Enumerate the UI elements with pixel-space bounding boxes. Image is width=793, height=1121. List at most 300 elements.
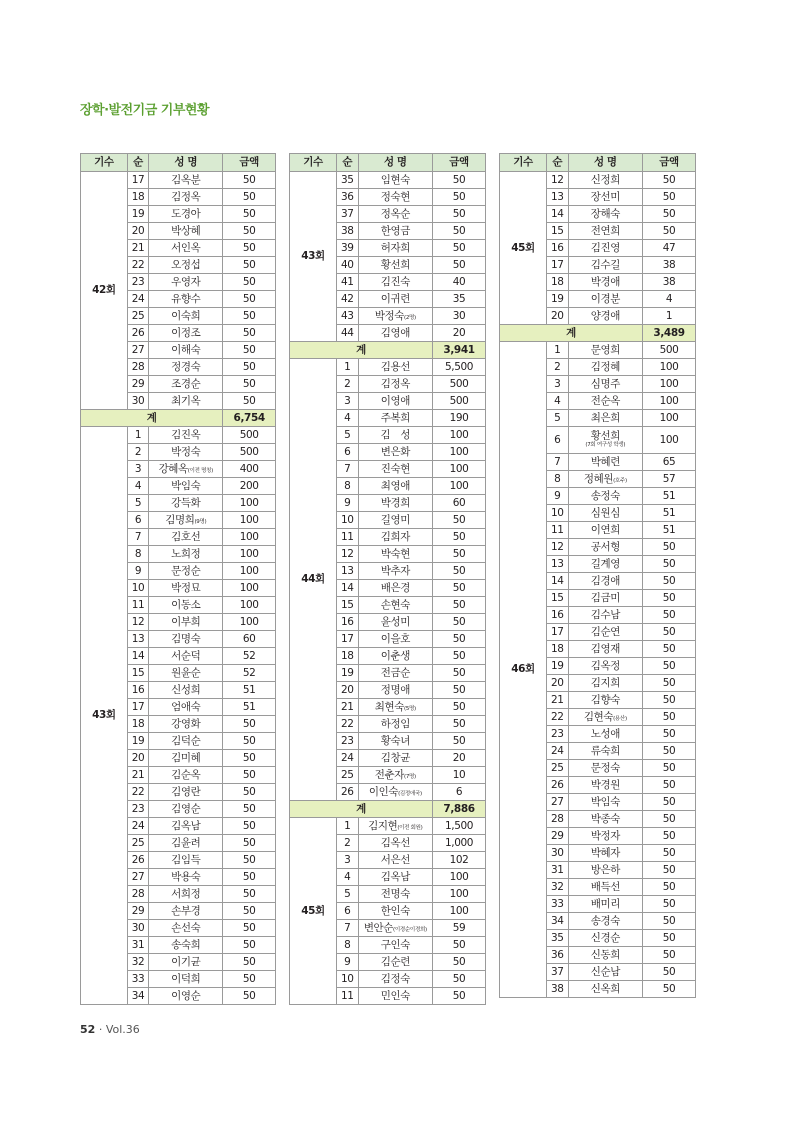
donor-name-cell [358,733,432,750]
donor-name-cell [568,964,642,981]
donor-name-cell [358,869,432,886]
donation-table-right [499,153,696,998]
row-number: 12 [547,539,569,556]
donor-name-cell [568,709,642,726]
row-number: 36 [547,947,569,964]
donor-name-cell [149,223,223,240]
donor-name-cell [358,529,432,546]
donor-name: 김경애 [590,574,620,587]
row-number: 34 [127,988,148,1005]
donor-name: 박상혜 [171,224,201,237]
donor-name-cell [358,886,432,903]
donation-amount: 6 [433,784,486,801]
donation-amount: 50 [223,291,276,308]
donation-amount: 50 [223,750,276,767]
donation-amount: 10 [433,767,486,784]
donor-name: 김 성 [380,428,411,441]
row-number: 3 [547,376,569,393]
donor-name: 김금미 [590,591,620,604]
donor-name: 김수남 [590,608,620,621]
donation-amount: 57 [643,471,696,488]
row-number: 24 [547,743,569,760]
donation-amount: 50 [643,675,696,692]
row-number: 11 [547,522,569,539]
donor-name: 문정순 [171,564,201,577]
donor-name: 하정임 [380,717,410,730]
row-number: 8 [337,937,359,954]
donor-name-cell [568,692,642,709]
row-number: 9 [547,488,569,505]
donor-name: 황선희 [590,430,620,443]
donation-amount: 52 [223,648,276,665]
donation-amount: 51 [223,682,276,699]
donor-name: 정혜원 [583,472,614,485]
donor-name: 박종숙 [590,812,620,825]
total-amount: 3,941 [433,342,486,359]
donor-name: 이인숙 [368,785,399,798]
table-row [81,427,276,444]
row-number: 18 [547,641,569,658]
donor-name-cell [568,539,642,556]
donor-name-cell [149,597,223,614]
donation-amount: 100 [223,580,276,597]
donor-name: 김윤려 [171,836,201,849]
issue-label: Vol.36 [105,1023,140,1036]
row-number: 33 [127,971,148,988]
donor-name: 우영자 [171,275,201,288]
column-header: 순 [127,154,148,172]
row-number: 7 [337,920,359,937]
donation-table-left [80,153,276,1005]
donor-name: 허자희 [380,241,410,254]
donor-name: 원윤순 [171,666,201,679]
column-header: 기수 [500,154,547,172]
donation-amount: 50 [643,777,696,794]
donation-amount: 100 [223,546,276,563]
row-number: 20 [547,675,569,692]
donor-name: 김지희 [590,676,620,689]
donation-amount: 50 [433,665,486,682]
donation-amount: 20 [433,325,486,342]
donor-name: 전명숙 [380,887,410,900]
generation-cell: 45회 [290,818,337,1005]
donor-name-cell [149,699,223,716]
donor-name: 박용숙 [171,870,201,883]
donor-name-cell [568,172,642,189]
donor-name: 신동희 [590,948,620,961]
donor-name: 박정자 [590,829,620,842]
donation-amount: 50 [643,964,696,981]
column-header: 순 [337,154,359,172]
donor-name-cell [568,488,642,505]
row-number: 6 [337,903,359,920]
donor-name: 김명숙 [171,632,201,645]
donor-name-cell [358,665,432,682]
donor-name-cell [358,971,432,988]
total-label: 계 [290,342,433,359]
donation-amount: 50 [643,726,696,743]
table-row [81,172,276,189]
donor-name-cell [358,580,432,597]
row-number: 1 [127,427,148,444]
donor-name: 이경분 [590,292,620,305]
row-number: 30 [127,393,148,410]
donor-name: 양경애 [590,309,620,322]
table-row [290,359,486,376]
generation-cell: 46회 [500,342,547,998]
donor-name: 배은경 [380,581,410,594]
donor-name-cell [568,607,642,624]
donor-name: 서인옥 [171,241,201,254]
donation-amount: 50 [643,641,696,658]
donor-name: 황선희 [380,258,410,271]
donor-name: 이숙희 [171,309,201,322]
donor-name-cell [568,573,642,590]
donor-name: 박정숙 [171,445,201,458]
donation-amount: 50 [433,988,486,1005]
donor-name-cell [358,818,432,835]
donor-name-cell [149,274,223,291]
donor-name: 이춘생 [380,649,410,662]
donation-amount: 500 [643,342,696,359]
donor-name-cell [149,886,223,903]
row-number: 9 [127,563,148,580]
row-number: 36 [337,189,359,206]
donation-amount: 50 [433,682,486,699]
donor-name-cell [149,206,223,223]
row-number: 20 [127,223,148,240]
donor-name-cell [358,444,432,461]
donation-amount: 50 [433,529,486,546]
donation-amount: 51 [643,505,696,522]
row-number: 27 [127,342,148,359]
donation-amount: 50 [223,172,276,189]
donation-amount: 100 [223,563,276,580]
row-number: 34 [547,913,569,930]
donor-note: (호주) [613,477,627,484]
row-number: 17 [127,172,148,189]
row-number: 22 [127,257,148,274]
donor-name: 임현숙 [380,173,410,186]
donor-name: 전금순 [380,666,410,679]
donor-name: 정숙현 [380,190,410,203]
donor-name: 김영재 [590,642,620,655]
donation-amount: 20 [433,750,486,767]
row-number: 5 [127,495,148,512]
donor-name-cell [149,189,223,206]
row-number: 12 [337,546,359,563]
donation-amount: 500 [433,376,486,393]
column-header: 기수 [290,154,337,172]
donor-name-cell [358,852,432,869]
donation-amount: 50 [223,852,276,869]
row-number: 23 [127,274,148,291]
donation-amount: 50 [223,971,276,988]
donation-amount: 50 [643,913,696,930]
donor-name: 전춘자 [374,768,404,781]
donation-amount: 50 [223,716,276,733]
header-row [81,154,276,172]
donor-note: (2명) [403,314,416,321]
donor-name-cell [568,206,642,223]
row-number: 23 [127,801,148,818]
total-label: 계 [290,801,433,818]
donation-amount: 50 [433,206,486,223]
row-number: 2 [127,444,148,461]
row-number: 15 [337,597,359,614]
donation-amount: 100 [643,359,696,376]
donor-name: 박혜자 [590,846,620,859]
donor-name-cell [149,257,223,274]
donor-name: 최기옥 [171,394,201,407]
donation-amount: 50 [643,862,696,879]
donor-name: 엄애숙 [171,700,201,713]
donation-amount: 50 [223,920,276,937]
row-number: 3 [337,393,359,410]
donor-name-cell [568,308,642,325]
donor-name-cell [358,495,432,512]
total-row [81,410,276,427]
row-number: 11 [337,529,359,546]
donor-name: 신경순 [590,931,620,944]
donor-name: 김옥분 [171,173,201,186]
row-number: 28 [547,811,569,828]
donor-name-cell [568,342,642,359]
donor-name: 문영희 [590,343,620,356]
donor-name-cell [358,359,432,376]
donation-amount: 50 [223,308,276,325]
donor-name: 이기균 [171,955,201,968]
donor-name-cell [358,920,432,937]
donor-name: 조경순 [171,377,201,390]
donation-amount: 50 [643,607,696,624]
row-number: 21 [337,699,359,716]
donation-amount: 50 [643,172,696,189]
row-number: 19 [337,665,359,682]
row-number: 31 [547,862,569,879]
donor-name-cell [358,750,432,767]
header-row [500,154,696,172]
donor-name-cell [358,410,432,427]
generation-cell: 43회 [290,172,337,342]
row-number: 15 [547,223,569,240]
donation-amount: 50 [223,869,276,886]
donor-name: 박혜련 [590,455,620,468]
donor-name-cell [568,624,642,641]
row-number: 38 [337,223,359,240]
donation-amount: 59 [433,920,486,937]
row-number: 43 [337,308,359,325]
donor-name-cell [149,903,223,920]
row-number: 13 [547,189,569,206]
donor-name: 이동소 [171,598,201,611]
row-number: 35 [337,172,359,189]
page-number: 52 [80,1023,96,1036]
donation-amount: 100 [433,886,486,903]
donor-name-cell [568,505,642,522]
donor-name: 손선숙 [171,921,201,934]
row-number: 26 [127,325,148,342]
donor-name-cell [149,359,223,376]
row-number: 29 [127,903,148,920]
donor-name-cell [149,342,223,359]
row-number: 7 [547,454,569,471]
row-number: 20 [547,308,569,325]
donor-name: 서은선 [380,853,410,866]
donor-name: 정옥순 [380,207,410,220]
donor-name: 배득선 [590,880,620,893]
donor-name-cell [358,563,432,580]
row-number: 42 [337,291,359,308]
donation-amount: 50 [433,172,486,189]
donor-name: 주복희 [380,411,410,424]
donation-amount: 47 [643,240,696,257]
donation-amount: 40 [433,274,486,291]
donor-name: 김정옥 [171,190,201,203]
donor-name-cell [568,641,642,658]
donor-name-cell [568,257,642,274]
donor-name: 이영애 [380,394,410,407]
donor-name: 전연희 [590,224,620,237]
donor-name: 박임숙 [590,795,620,808]
row-number: 6 [127,512,148,529]
row-number: 30 [127,920,148,937]
donation-amount: 100 [223,495,276,512]
donor-name-cell [149,767,223,784]
donor-name: 박정묘 [171,581,201,594]
donation-amount: 50 [643,206,696,223]
donor-name-cell [149,801,223,818]
donor-name: 송숙희 [171,938,201,951]
donor-name: 공서형 [590,540,620,553]
row-number: 12 [127,614,148,631]
donor-name: 신옥희 [590,982,620,995]
donor-name: 김영애 [380,326,410,339]
donor-name-cell [149,954,223,971]
donor-name: 한인숙 [380,904,410,917]
row-number: 8 [547,471,569,488]
donation-amount: 50 [643,743,696,760]
donation-amount: 50 [643,590,696,607]
donor-name-cell [149,580,223,597]
donation-amount: 50 [433,699,486,716]
row-number: 25 [127,308,148,325]
donor-name: 김순연 [590,625,620,638]
row-number: 28 [127,359,148,376]
donor-name: 신정희 [590,173,620,186]
total-row [290,342,486,359]
donor-name: 최현숙 [374,700,404,713]
donor-name-cell [358,614,432,631]
donor-name: 이정조 [171,326,201,339]
donor-name: 김옥남 [171,819,201,832]
donation-amount: 50 [643,981,696,998]
donor-name: 변은화 [380,445,410,458]
row-number: 1 [337,818,359,835]
donor-name: 신성희 [171,683,201,696]
donation-amount: 65 [643,454,696,471]
generation-cell: 43회 [81,427,128,1005]
donor-name: 김진옥 [171,428,201,441]
donation-amount: 50 [433,614,486,631]
donation-amount: 100 [643,393,696,410]
donor-name-cell [149,750,223,767]
donor-name: 도경아 [171,207,201,220]
donor-name-cell [568,189,642,206]
donor-name: 유향수 [171,292,201,305]
donor-name-cell [149,784,223,801]
row-number: 17 [547,624,569,641]
row-number: 25 [337,767,359,784]
row-number: 3 [127,461,148,478]
donor-name-cell [149,648,223,665]
donation-amount: 50 [223,257,276,274]
donor-name-cell [358,189,432,206]
row-number: 21 [547,692,569,709]
donation-amount: 50 [223,937,276,954]
donation-amount: 50 [433,971,486,988]
donor-name: 강득화 [171,496,201,509]
row-number: 27 [127,869,148,886]
donor-name-cell [358,308,432,325]
row-number: 9 [337,495,359,512]
donation-amount: 200 [223,478,276,495]
row-number: 20 [337,682,359,699]
row-number: 2 [337,835,359,852]
row-number: 4 [337,410,359,427]
row-number: 21 [127,767,148,784]
donor-name-cell [358,682,432,699]
donation-amount: 38 [643,257,696,274]
donor-name-cell [149,835,223,852]
donor-name-cell [358,376,432,393]
donor-name-cell [149,937,223,954]
donor-name: 김영란 [171,785,201,798]
donation-amount: 50 [223,835,276,852]
donor-name-cell [149,291,223,308]
donation-amount: 4 [643,291,696,308]
donor-name-cell [568,274,642,291]
donor-name: 김임득 [171,853,201,866]
donor-name-cell [568,811,642,828]
donor-name-cell [568,828,642,845]
donor-name: 서희정 [171,887,201,900]
donor-name: 김옥선 [380,836,410,849]
donor-name-cell [149,308,223,325]
generation-cell: 42회 [81,172,128,410]
donor-name-cell [568,291,642,308]
donation-amount: 60 [223,631,276,648]
donor-name: 서순덕 [171,649,201,662]
donation-amount: 100 [433,869,486,886]
donation-amount: 50 [223,223,276,240]
donation-amount: 50 [643,930,696,947]
row-number: 3 [337,852,359,869]
donor-name-cell [568,845,642,862]
donor-name: 김정옥 [380,377,410,390]
donor-name-cell [568,743,642,760]
donor-name-cell [568,794,642,811]
donor-name-cell [358,546,432,563]
row-number: 24 [127,291,148,308]
donation-amount: 50 [643,896,696,913]
donor-name-cell [568,879,642,896]
donation-amount: 100 [223,512,276,529]
row-number: 5 [547,410,569,427]
row-number: 22 [337,716,359,733]
donor-name: 전순옥 [590,394,620,407]
donor-name: 김순옥 [171,768,201,781]
